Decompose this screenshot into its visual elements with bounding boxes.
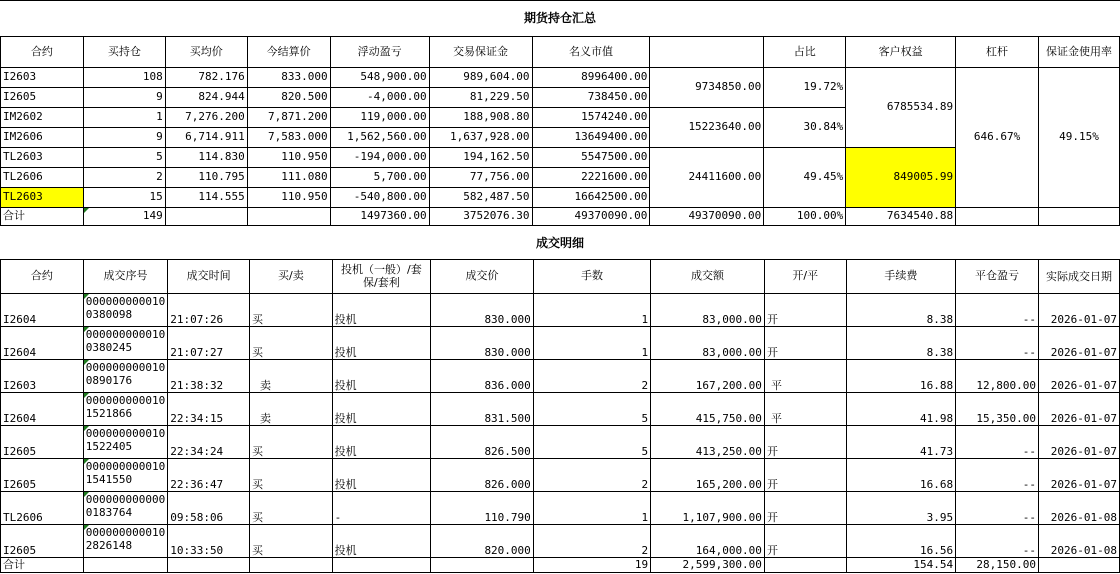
- trade-row: [1, 359, 1120, 392]
- summary-cell[interactable]: IM2606: [1, 127, 84, 147]
- summary-header-cell[interactable]: 杠杆: [956, 36, 1039, 67]
- summary-cell[interactable]: 15: [83, 187, 165, 207]
- trade-cell[interactable]: --: [956, 326, 1039, 359]
- trade-cell[interactable]: 41.98: [846, 392, 956, 425]
- summary-header-cell[interactable]: 名义市值: [532, 36, 650, 67]
- trade-cell[interactable]: I2604: [1, 293, 84, 326]
- summary-title: 期货持仓汇总: [523, 10, 596, 25]
- trade-cell[interactable]: 000000000000 0183764: [83, 491, 167, 524]
- trades-header-cell[interactable]: 合约: [1, 259, 84, 293]
- summary-header-cell[interactable]: [650, 36, 764, 67]
- trades-header-cell[interactable]: 成交额: [651, 259, 765, 293]
- trade-cell[interactable]: --: [956, 524, 1039, 557]
- trade-cell[interactable]: 2: [533, 458, 650, 491]
- trade-cell[interactable]: I2605: [1, 458, 84, 491]
- trades-header-cell[interactable]: 手续费: [846, 259, 956, 293]
- trade-cell[interactable]: 16.56: [846, 524, 956, 557]
- summary-cell[interactable]: -4,000.00: [330, 87, 429, 107]
- trades-total-cell[interactable]: 19: [533, 557, 650, 572]
- trade-cell[interactable]: 000000000010 0380245: [83, 326, 167, 359]
- trade-cell[interactable]: 买: [250, 326, 333, 359]
- trade-cell[interactable]: 1: [533, 491, 650, 524]
- summary-cell[interactable]: 1,562,560.00: [330, 127, 429, 147]
- summary-row: [1, 147, 1120, 167]
- empty-cell[interactable]: [247, 207, 330, 225]
- trade-cell[interactable]: 投机: [332, 458, 431, 491]
- trade-cell[interactable]: 平: [764, 392, 846, 425]
- trade-cell[interactable]: --: [956, 293, 1039, 326]
- summary-cell[interactable]: 8996400.00: [532, 67, 650, 87]
- trade-cell[interactable]: 41.73: [846, 425, 956, 458]
- trade-cell[interactable]: 164,000.00: [651, 524, 765, 557]
- leverage-cell[interactable]: 646.67%: [956, 67, 1039, 207]
- empty-cell[interactable]: [168, 557, 250, 572]
- trades-header-cell[interactable]: 开/平: [764, 259, 846, 293]
- summary-row: [1, 67, 1120, 87]
- trades-total-cell[interactable]: 2,599,300.00: [651, 557, 765, 572]
- trade-row: [1, 425, 1120, 458]
- empty-cell[interactable]: [1039, 207, 1120, 225]
- trade-cell[interactable]: 000000000010 1541550: [83, 458, 167, 491]
- trades-header-cell[interactable]: 手数: [533, 259, 650, 293]
- summary-total-cell[interactable]: 149: [83, 207, 165, 225]
- trade-cell[interactable]: 投机: [332, 359, 431, 392]
- trade-cell[interactable]: --: [956, 458, 1039, 491]
- summary-cell[interactable]: 108: [83, 67, 165, 87]
- equity-top-cell[interactable]: 6785534.89: [846, 67, 956, 147]
- group-notional-cell[interactable]: 24411600.00: [650, 147, 764, 207]
- summary-header-cell[interactable]: 买持仓: [83, 36, 165, 67]
- trade-cell[interactable]: 09:58:06: [168, 491, 250, 524]
- trade-cell[interactable]: 买: [250, 425, 333, 458]
- trade-cell[interactable]: 5: [533, 392, 650, 425]
- group-ratio-cell[interactable]: 49.45%: [764, 147, 846, 207]
- summary-cell[interactable]: 7,276.200: [165, 107, 247, 127]
- summary-total-cell[interactable]: 3752076.30: [429, 207, 532, 225]
- summary-cell[interactable]: TL2603: [1, 147, 84, 167]
- trade-cell[interactable]: I2603: [1, 359, 84, 392]
- summary-cell[interactable]: 989,604.00: [429, 67, 532, 87]
- trade-cell[interactable]: 2026-01-07: [1038, 392, 1119, 425]
- summary-total-cell[interactable]: 合计: [1, 207, 84, 225]
- summary-total-cell[interactable]: 1497360.00: [330, 207, 429, 225]
- empty-cell[interactable]: [1038, 557, 1119, 572]
- trade-row: [1, 524, 1120, 557]
- trade-cell[interactable]: I2605: [1, 425, 84, 458]
- trade-cell[interactable]: 3.95: [846, 491, 956, 524]
- trade-cell[interactable]: 2026-01-07: [1038, 326, 1119, 359]
- trades-header-cell[interactable]: 实际成交日期: [1038, 259, 1119, 293]
- trade-cell[interactable]: 831.500: [431, 392, 534, 425]
- trade-cell[interactable]: 开: [764, 491, 846, 524]
- trade-cell[interactable]: I2605: [1, 524, 84, 557]
- summary-cell[interactable]: 16642500.00: [532, 187, 650, 207]
- summary-cell[interactable]: 2221600.00: [532, 167, 650, 187]
- summary-cell[interactable]: 6,714.911: [165, 127, 247, 147]
- trade-cell[interactable]: 买: [250, 524, 333, 557]
- summary-total-row: [1, 207, 1120, 225]
- trade-cell[interactable]: 15,350.00: [956, 392, 1039, 425]
- summary-cell[interactable]: 824.944: [165, 87, 247, 107]
- trade-cell[interactable]: 2026-01-07: [1038, 458, 1119, 491]
- trade-cell[interactable]: 平: [764, 359, 846, 392]
- trade-cell[interactable]: 2026-01-07: [1038, 293, 1119, 326]
- summary-cell[interactable]: 833.000: [247, 67, 330, 87]
- trade-cell[interactable]: 830.000: [431, 326, 534, 359]
- empty-cell[interactable]: [250, 557, 333, 572]
- summary-header-cell[interactable]: 今结算价: [247, 36, 330, 67]
- group-notional-cell[interactable]: 15223640.00: [650, 107, 764, 147]
- trade-cell[interactable]: 165,200.00: [651, 458, 765, 491]
- trade-cell[interactable]: 5: [533, 425, 650, 458]
- trade-cell[interactable]: 1: [533, 326, 650, 359]
- trade-cell[interactable]: --: [956, 491, 1039, 524]
- trades-total-cell[interactable]: 154.54: [846, 557, 956, 572]
- trades-header-cell[interactable]: 成交序号: [83, 259, 167, 293]
- summary-cell[interactable]: 114.555: [165, 187, 247, 207]
- trade-cell[interactable]: 110.790: [431, 491, 534, 524]
- trades-total-cell[interactable]: 合计: [1, 557, 84, 572]
- summary-cell[interactable]: I2605: [1, 87, 84, 107]
- trade-cell[interactable]: 12,800.00: [956, 359, 1039, 392]
- trade-cell[interactable]: 830.000: [431, 293, 534, 326]
- trade-cell[interactable]: 8.38: [846, 293, 956, 326]
- summary-cell[interactable]: 782.176: [165, 67, 247, 87]
- summary-cell[interactable]: 188,908.80: [429, 107, 532, 127]
- summary-header-cell[interactable]: 买均价: [165, 36, 247, 67]
- trades-total-row: [1, 557, 1120, 572]
- summary-cell[interactable]: 5547500.00: [532, 147, 650, 167]
- group-ratio-cell[interactable]: 19.72%: [764, 67, 846, 107]
- summary-cell[interactable]: 5: [83, 147, 165, 167]
- trade-cell[interactable]: 2: [533, 359, 650, 392]
- trade-cell[interactable]: I2604: [1, 392, 84, 425]
- trade-cell[interactable]: 000000000010 0380098: [83, 293, 167, 326]
- summary-cell[interactable]: 7,871.200: [247, 107, 330, 127]
- summary-cell[interactable]: I2603: [1, 67, 84, 87]
- trade-cell[interactable]: 21:07:27: [168, 326, 250, 359]
- summary-header-cell[interactable]: 交易保证金: [429, 36, 532, 67]
- summary-cell[interactable]: 9: [83, 127, 165, 147]
- trade-row: [1, 491, 1120, 524]
- trade-cell[interactable]: 2: [533, 524, 650, 557]
- trade-cell[interactable]: 买: [250, 458, 333, 491]
- trade-cell[interactable]: 83,000.00: [651, 326, 765, 359]
- group-notional-cell[interactable]: 9734850.00: [650, 67, 764, 107]
- summary-cell[interactable]: 1574240.00: [532, 107, 650, 127]
- trade-cell[interactable]: 2026-01-08: [1038, 491, 1119, 524]
- trade-cell[interactable]: 826.000: [431, 458, 534, 491]
- trades-header-cell[interactable]: 成交价: [431, 259, 534, 293]
- trade-cell[interactable]: 买: [250, 491, 333, 524]
- summary-cell[interactable]: 1: [83, 107, 165, 127]
- empty-cell[interactable]: [431, 557, 534, 572]
- trade-cell[interactable]: 22:34:24: [168, 425, 250, 458]
- summary-total-cell[interactable]: 49370090.00: [650, 207, 764, 225]
- trade-cell[interactable]: 83,000.00: [651, 293, 765, 326]
- trade-cell[interactable]: 10:33:50: [168, 524, 250, 557]
- trade-cell[interactable]: 2026-01-07: [1038, 425, 1119, 458]
- trade-cell[interactable]: 开: [764, 293, 846, 326]
- trade-cell[interactable]: 000000000010 1521866: [83, 392, 167, 425]
- trade-cell[interactable]: 8.38: [846, 326, 956, 359]
- trade-cell[interactable]: 167,200.00: [651, 359, 765, 392]
- trade-cell[interactable]: 卖: [250, 359, 333, 392]
- summary-cell[interactable]: 9: [83, 87, 165, 107]
- trade-cell[interactable]: 000000000010 2826148: [83, 524, 167, 557]
- trade-cell[interactable]: 投机: [332, 326, 431, 359]
- summary-cell[interactable]: 2: [83, 167, 165, 187]
- empty-cell[interactable]: [83, 557, 167, 572]
- trade-row: [1, 293, 1120, 326]
- empty-cell[interactable]: [332, 557, 431, 572]
- summary-header-cell[interactable]: 客户权益: [846, 36, 956, 67]
- summary-total-cell[interactable]: 49370090.00: [532, 207, 650, 225]
- trade-cell[interactable]: 836.000: [431, 359, 534, 392]
- summary-cell[interactable]: 81,229.50: [429, 87, 532, 107]
- trade-detail-table: [0, 227, 1120, 573]
- trade-cell[interactable]: 开: [764, 458, 846, 491]
- trade-cell[interactable]: 开: [764, 326, 846, 359]
- trade-cell[interactable]: 21:07:26: [168, 293, 250, 326]
- trade-row: [1, 392, 1120, 425]
- trade-cell[interactable]: TL2606: [1, 491, 84, 524]
- summary-cell[interactable]: 110.795: [165, 167, 247, 187]
- trade-cell[interactable]: 415,750.00: [651, 392, 765, 425]
- summary-cell[interactable]: 114.830: [165, 147, 247, 167]
- trade-cell[interactable]: 投机: [332, 293, 431, 326]
- empty-cell[interactable]: [165, 207, 247, 225]
- margin-usage-cell[interactable]: 49.15%: [1039, 67, 1120, 207]
- trade-cell[interactable]: 16.88: [846, 359, 956, 392]
- summary-cell[interactable]: 111.080: [247, 167, 330, 187]
- empty-cell[interactable]: [764, 557, 846, 572]
- summary-cell[interactable]: 582,487.50: [429, 187, 532, 207]
- trade-cell[interactable]: 买: [250, 293, 333, 326]
- summary-cell[interactable]: 738450.00: [532, 87, 650, 107]
- trade-cell[interactable]: 1,107,900.00: [651, 491, 765, 524]
- summary-header-cell[interactable]: 浮动盈亏: [330, 36, 429, 67]
- summary-cell[interactable]: -194,000.00: [330, 147, 429, 167]
- summary-cell[interactable]: 1,637,928.00: [429, 127, 532, 147]
- trade-cell[interactable]: 2026-01-08: [1038, 524, 1119, 557]
- summary-cell[interactable]: 119,000.00: [330, 107, 429, 127]
- summary-header-cell[interactable]: 占比: [764, 36, 846, 67]
- trade-row: [1, 458, 1120, 491]
- trade-cell[interactable]: -: [332, 491, 431, 524]
- trade-cell[interactable]: 投机: [332, 392, 431, 425]
- summary-cell[interactable]: 820.500: [247, 87, 330, 107]
- trade-cell[interactable]: 22:34:15: [168, 392, 250, 425]
- trade-row: [1, 326, 1120, 359]
- summary-cell[interactable]: -540,800.00: [330, 187, 429, 207]
- summary-cell[interactable]: 548,900.00: [330, 67, 429, 87]
- position-summary-table: [0, 0, 1120, 226]
- trade-cell[interactable]: 22:36:47: [168, 458, 250, 491]
- trade-cell[interactable]: 投机: [332, 524, 431, 557]
- summary-cell[interactable]: 7,583.000: [247, 127, 330, 147]
- trade-cell[interactable]: --: [956, 425, 1039, 458]
- summary-cell[interactable]: IM2602: [1, 107, 84, 127]
- empty-cell[interactable]: [956, 207, 1039, 225]
- trades-title: 成交明细: [535, 235, 584, 250]
- trade-cell[interactable]: 开: [764, 425, 846, 458]
- summary-cell[interactable]: TL2603: [1, 187, 84, 207]
- trade-cell[interactable]: 413,250.00: [651, 425, 765, 458]
- group-ratio-cell[interactable]: 30.84%: [764, 107, 846, 147]
- equity-bottom-cell[interactable]: 849005.99: [846, 147, 956, 207]
- trade-cell[interactable]: 2026-01-07: [1038, 359, 1119, 392]
- trades-header-cell[interactable]: 买/卖: [250, 259, 333, 293]
- summary-cell[interactable]: TL2606: [1, 167, 84, 187]
- trade-cell[interactable]: 卖: [250, 392, 333, 425]
- trade-cell[interactable]: 1: [533, 293, 650, 326]
- summary-cell[interactable]: 5,700.00: [330, 167, 429, 187]
- trades-total-cell[interactable]: 28,150.00: [956, 557, 1039, 572]
- trade-cell[interactable]: 投机: [332, 425, 431, 458]
- trade-cell[interactable]: I2604: [1, 326, 84, 359]
- summary-total-cell[interactable]: 7634540.88: [846, 207, 956, 225]
- trade-cell[interactable]: 16.68: [846, 458, 956, 491]
- summary-cell[interactable]: 77,756.00: [429, 167, 532, 187]
- summary-cell[interactable]: 110.950: [247, 187, 330, 207]
- summary-cell[interactable]: 13649400.00: [532, 127, 650, 147]
- trades-header-cell[interactable]: 平仓盈亏: [956, 259, 1039, 293]
- trade-cell[interactable]: 820.000: [431, 524, 534, 557]
- trades-header-cell[interactable]: 成交时间: [168, 259, 250, 293]
- summary-cell[interactable]: 110.950: [247, 147, 330, 167]
- summary-header-cell[interactable]: 合约: [1, 36, 84, 67]
- trade-cell[interactable]: 826.500: [431, 425, 534, 458]
- summary-cell[interactable]: 194,162.50: [429, 147, 532, 167]
- trade-cell[interactable]: 000000000010 1522405: [83, 425, 167, 458]
- summary-total-cell[interactable]: 100.00%: [764, 207, 846, 225]
- trades-header-cell[interactable]: 投机（一般）/套保/套利: [332, 259, 431, 293]
- trade-cell[interactable]: 21:38:32: [168, 359, 250, 392]
- trade-cell[interactable]: 开: [764, 524, 846, 557]
- summary-header-cell[interactable]: 保证金使用率: [1039, 36, 1120, 67]
- trade-cell[interactable]: 000000000010 0890176: [83, 359, 167, 392]
